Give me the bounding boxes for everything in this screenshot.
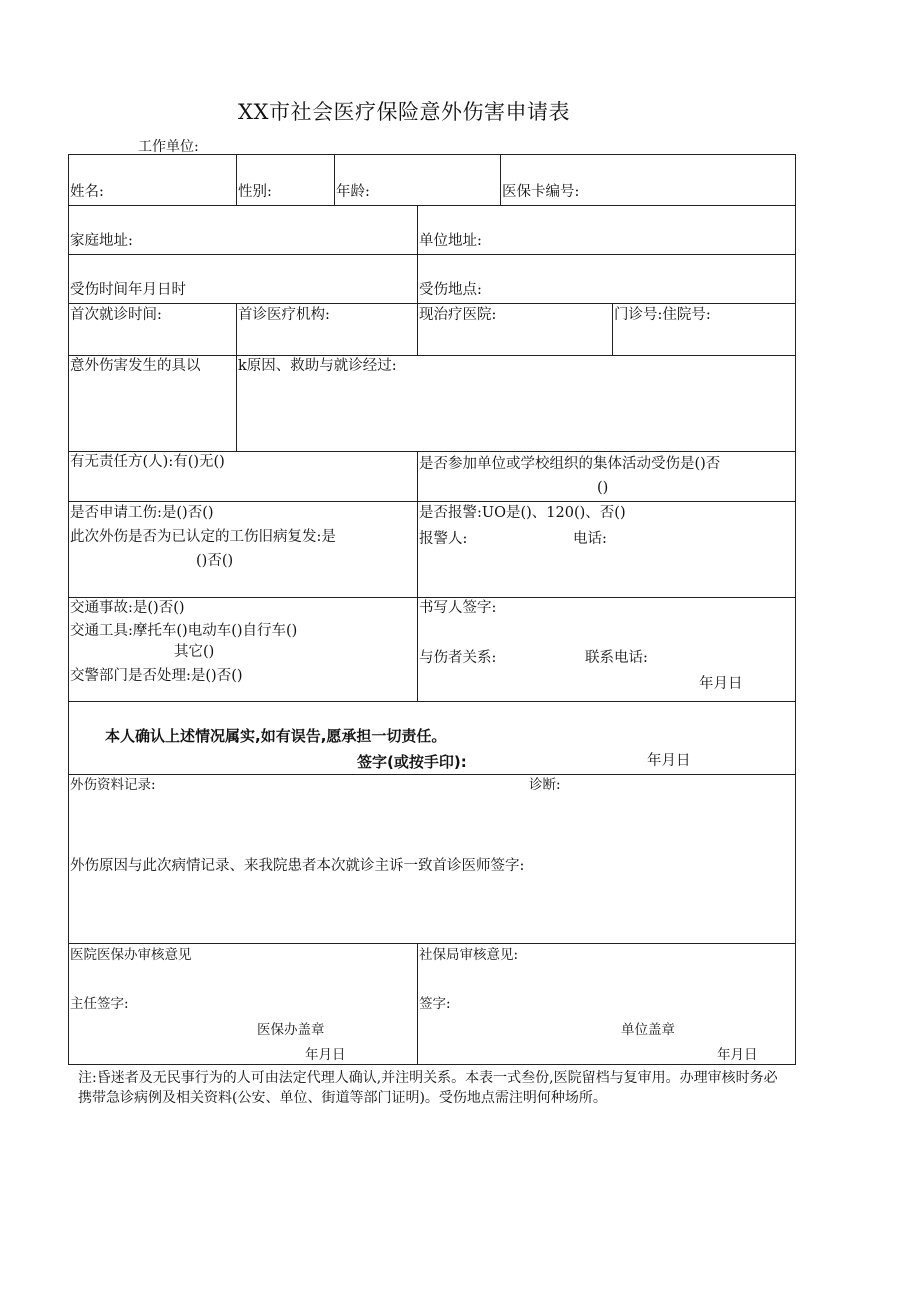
accident-detail-label-right: k原因、救助与就诊经过:: [238, 358, 397, 374]
old-disease-options: ()否(): [196, 553, 234, 569]
hospital-seal-label: 医保办盖章: [257, 1022, 325, 1038]
work-unit-label: 工作单位:: [138, 139, 199, 155]
old-disease-question: 此次外伤是否为已认定的工伤旧病复发:是: [70, 529, 336, 545]
traffic-police-question: 交警部门是否处理:是()否(): [70, 668, 243, 684]
bureau-date-label: 年月日: [717, 1047, 758, 1063]
director-signature-label: 主任签字:: [70, 996, 129, 1012]
applicant-date-label: 年月日: [647, 753, 691, 769]
form-title: XX市社会医疗保险意外伤害申请表: [238, 100, 570, 124]
reporter-phone-label: 电话:: [573, 531, 607, 547]
row-divider: [69, 254, 795, 255]
row-divider: [69, 701, 795, 702]
work-injury-question: 是否申请工伤:是()否(): [70, 505, 214, 521]
col-divider: [236, 303, 237, 451]
row-divider: [69, 501, 795, 502]
contact-phone-label: 联系电话:: [585, 650, 648, 666]
police-report-question: 是否报警:UO是()、120()、否(): [419, 505, 626, 521]
row-divider: [69, 303, 795, 304]
bureau-seal-label: 单位盖章: [621, 1022, 675, 1038]
card-number-label: 医保卡编号:: [502, 184, 580, 200]
applicant-signature-label: 签字(或按手印):: [357, 753, 467, 771]
writer-date-label: 年月日: [699, 676, 743, 692]
hospital-review-label: 医院医保办审核意见: [70, 947, 192, 963]
row-divider: [69, 205, 795, 206]
bureau-review-label: 社保局审核意见:: [419, 947, 519, 963]
accident-detail-label-left: 意外伤害发生的具以: [70, 358, 201, 374]
row-divider: [69, 355, 795, 356]
first-institution-label: 首诊医疗机构:: [238, 307, 330, 323]
confirmation-statement: 本人确认上述情况属实,如有误告,愿承担一切责任。: [105, 727, 447, 745]
age-label: 年龄:: [336, 184, 370, 200]
collective-activity-question: 是否参加单位或学校组织的集体活动受伤是()否: [419, 456, 721, 472]
form-table: [68, 154, 796, 1065]
traffic-accident-question: 交通事故:是()否(): [70, 600, 185, 616]
current-hospital-label: 现治疗医院:: [419, 307, 497, 323]
collective-activity-option: (): [597, 480, 609, 496]
col-divider: [612, 303, 613, 355]
bureau-signature-label: 签字:: [419, 996, 451, 1012]
injury-time-label: 受伤时间年月日时: [70, 282, 186, 298]
col-divider: [417, 451, 418, 701]
first-visit-time-label: 首次就诊时间:: [70, 307, 162, 323]
doctor-signature-statement: 外伤原因与此次病情记录、来我院患者本次就诊主诉一致首诊医师签字:: [70, 858, 525, 874]
hospital-date-label: 年月日: [305, 1047, 346, 1063]
vehicle-question: 交通工具:摩托车()电动车()自行车(): [70, 623, 298, 639]
row-divider: [69, 597, 795, 598]
diagnosis-label: 诊断:: [529, 777, 561, 793]
col-divider: [417, 205, 418, 355]
name-label: 姓名:: [70, 184, 104, 200]
row-divider: [69, 774, 795, 775]
col-divider: [500, 155, 501, 205]
relation-label: 与伤者关系:: [419, 650, 497, 666]
writer-signature-label: 书写人签字:: [419, 600, 497, 616]
footnote: 注:昏迷者及无民事行为的人可由法定代理人确认,并注明关系。本表一式叁份,医院留档与复审用。办理审核时务必携带急诊病例及相关资料(公安、单位、街道等部门证明)。受伤地点需注明何种场所。: [78, 1070, 778, 1107]
home-address-label: 家庭地址:: [70, 233, 133, 249]
injury-place-label: 受伤地点:: [419, 282, 482, 298]
gender-label: 性别:: [238, 184, 272, 200]
col-divider: [236, 155, 237, 205]
row-divider: [69, 943, 795, 944]
reporter-label: 报警人:: [419, 531, 468, 547]
liability-question: 有无责任方(人):有()无(): [70, 454, 225, 470]
col-divider: [334, 155, 335, 205]
col-divider: [417, 943, 418, 1064]
outpatient-number-label: 门诊号:住院号:: [614, 307, 711, 323]
row-divider: [69, 451, 795, 452]
vehicle-other-option: 其它(): [174, 644, 215, 660]
injury-record-label: 外伤资料记录:: [70, 777, 156, 793]
unit-address-label: 单位地址:: [419, 233, 482, 249]
